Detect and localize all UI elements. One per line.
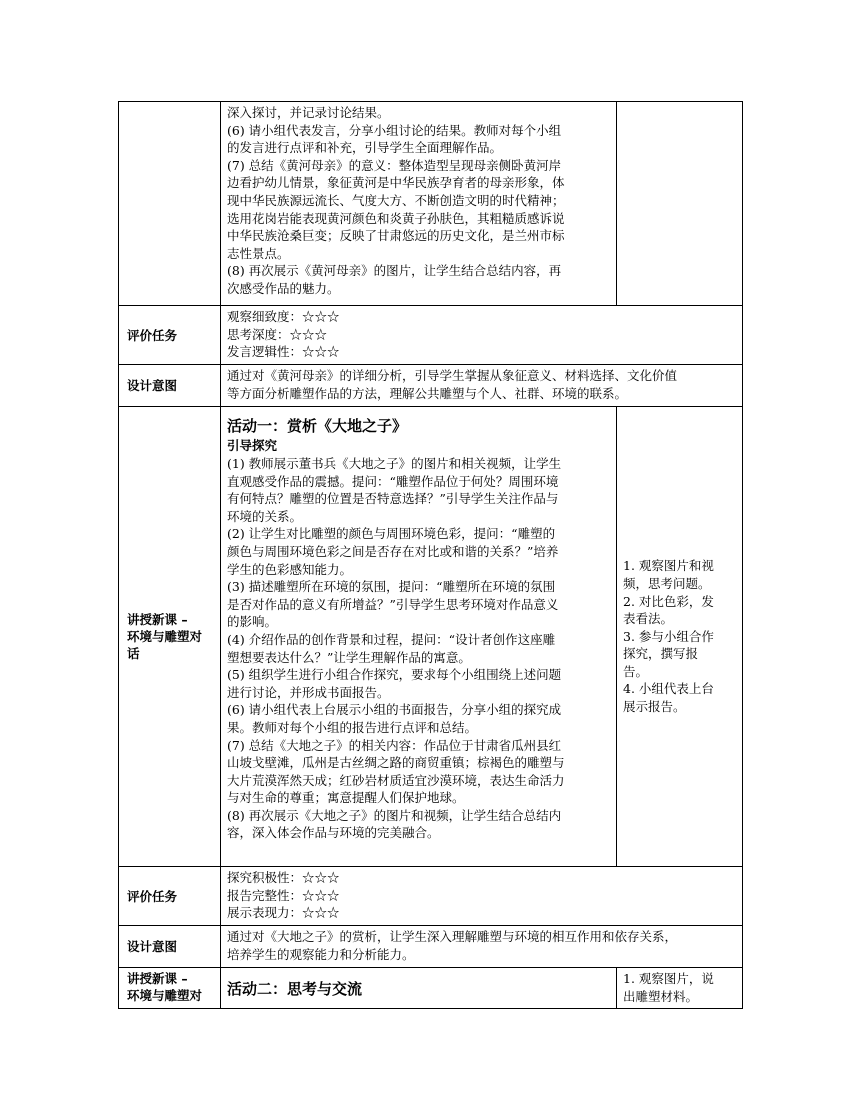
student-activity-cell: [617, 968, 743, 1009]
row-label: [119, 407, 221, 867]
text-line: 通过对《黄河母亲》的详细分析，引导学生掌握从象征意义、材料选择、文化价值: [227, 368, 678, 383]
text-line: (2) 让学生对比雕塑的颜色与周围环境色彩，提问：“雕塑的: [227, 526, 556, 542]
text-line: 表看法。: [623, 611, 674, 627]
evaluation-cell: [221, 867, 743, 926]
text-line: (3) 描述雕塑所在环境的氛围，提问：“雕塑所在环境的氛围: [227, 579, 556, 595]
table-row: [119, 968, 743, 1009]
text-line: 频，思考问题。: [623, 575, 711, 591]
text-line: 学生的色彩感知能力。: [227, 561, 353, 577]
text-line: 中华民族沧桑巨变；反映了甘肃悠远的历史文化，是兰州市标: [227, 228, 565, 244]
label-line: 话: [127, 646, 140, 661]
table-row: [119, 867, 743, 926]
label-line: 讲授新课 –: [127, 971, 188, 986]
row-label: 设计意图: [119, 365, 221, 407]
table-row: [119, 407, 743, 867]
text-line: 培养学生的观察能力和分析能力。: [227, 946, 415, 962]
text-line: 与对生命的尊重；寓意提醒人们保护地球。: [227, 790, 465, 806]
text-line: 通过对《大地之子》的赏析，让学生深入理解雕塑与环境的相互作用和依存关系，: [227, 929, 678, 944]
text-line: 志性景点。: [227, 245, 290, 261]
label-cell-empty: [119, 102, 221, 306]
text-line: 的发言进行点评和补充，引导学生全面理解作品。: [227, 140, 503, 156]
student-activity-cell: [617, 407, 743, 867]
text-line: 是否对作品的意义有所增益？”引导学生思考环境对作品意义: [227, 596, 559, 612]
text-line: 1. 观察图片和视: [623, 558, 714, 574]
text-line: 展示报告。: [623, 699, 686, 715]
text-line: 探究积极性：☆☆☆: [227, 870, 340, 885]
text-line: 进行讨论，并形成书面报告。: [227, 684, 390, 700]
teaching-content-cell: [221, 102, 617, 306]
text-line: 次感受作品的魅力。: [227, 280, 340, 296]
text-line: 深入探讨，并记录讨论结果。: [227, 105, 390, 120]
text-line: (1) 教师展示董书兵《大地之子》的图片和相关视频，让学生: [227, 456, 562, 471]
label-line: 环境与雕塑对: [127, 629, 203, 644]
text-line: 思考深度：☆☆☆: [227, 326, 328, 342]
text-line: (4) 介绍作品的创作背景和过程，提问：“设计者创作这座雕: [227, 631, 556, 647]
text-line: (7) 总结《黄河母亲》的意义：整体造型呈现母亲侧卧黄河岸: [227, 157, 562, 173]
label-line: 环境与雕塑对: [127, 988, 203, 1003]
text-line: (5) 组织学生进行小组合作探究，要求每个小组围绕上述问题: [227, 667, 562, 683]
text-line: 现中华民族源远流长、气度大方、不断创造文明的时代精神；: [227, 192, 565, 208]
text-line: 探究，撰写报: [623, 646, 699, 662]
design-intent-cell: [221, 926, 743, 968]
text-line: 发言逻辑性：☆☆☆: [227, 344, 340, 360]
row-label: 设计意图: [119, 926, 221, 968]
text-line: 告。: [623, 663, 649, 679]
text-line: 果。教师对每个小组的报告进行点评和总结。: [227, 719, 478, 735]
text-line: 大片荒漠浑然天成；红砂岩材质适宜沙漠环境，表达生命活力: [227, 772, 565, 788]
activity-title: 活动一：赏析《大地之子》: [227, 417, 408, 435]
text-line: 1. 观察图片，说: [623, 971, 714, 986]
text-line: (6) 请小组代表上台展示小组的书面报告，分享小组的探究成: [227, 702, 562, 718]
text-line: 塑想要表达什么？”让学生理解作品的寓意。: [227, 649, 471, 665]
text-line: 出雕塑材料。: [623, 988, 699, 1004]
text-line: 山坡戈壁滩，瓜州是古丝绸之路的商贸重镇；棕褐色的雕塑与: [227, 755, 565, 771]
lesson-plan-table: [118, 101, 743, 1009]
text-line: 4. 小组代表上台: [623, 681, 714, 697]
text-line: 等方面分析雕塑作品的方法，理解公共雕塑与个人、社群、环境的联系。: [227, 385, 628, 401]
text-line: 有何特点？雕塑的位置是否特意选择？”引导学生关注作品与: [227, 491, 559, 507]
text-line: (7) 总结《大地之子》的相关内容：作品位于甘肃省瓜州县红: [227, 737, 562, 753]
text-line: (6) 请小组代表发言，分享小组讨论的结果。教师对每个小组: [227, 122, 562, 138]
text-line: 直观感受作品的震撼。提问：“雕塑作品位于何处？周围环境: [227, 473, 559, 489]
table-row: [119, 306, 743, 365]
teaching-content-cell: [221, 968, 617, 1009]
text-line: 2. 对比色彩，发: [623, 593, 714, 609]
row-label: 评价任务: [119, 306, 221, 365]
text-line: 选用花岗岩能表现黄河颜色和炎黄子孙肤色，其粗糙质感诉说: [227, 210, 565, 226]
student-activity-cell-empty: [617, 102, 743, 306]
text-line: 环境的关系。: [227, 508, 303, 524]
row-label: 评价任务: [119, 867, 221, 926]
text-line: 的影响。: [227, 614, 278, 630]
label-line: 讲授新课 –: [127, 612, 188, 627]
text-line: (8) 再次展示《大地之子》的图片和视频，让学生结合总结内: [227, 807, 562, 823]
text-line: 观察细致度：☆☆☆: [227, 309, 340, 324]
section-subtitle: 引导探究: [227, 438, 278, 453]
text-line: 容，深入体会作品与环境的完美融合。: [227, 825, 440, 841]
text-line: 边看护幼儿情景，象征黄河是中华民族孕育者的母亲形象，体: [227, 175, 565, 191]
text-line: 颜色与周围环境色彩之间是否存在对比或和谐的关系？”培养: [227, 543, 559, 559]
text-line: 3. 参与小组合作: [623, 628, 714, 644]
table-row: [119, 365, 743, 407]
text-line: (8) 再次展示《黄河母亲》的图片，让学生结合总结内容，再: [227, 263, 562, 279]
evaluation-cell: [221, 306, 743, 365]
text-line: 展示表现力：☆☆☆: [227, 905, 340, 921]
table-row: [119, 926, 743, 968]
teaching-content-cell: [221, 407, 617, 867]
activity-title: 活动二：思考与交流: [227, 980, 363, 998]
row-label: [119, 968, 221, 1009]
text-line: 报告完整性：☆☆☆: [227, 887, 340, 903]
design-intent-cell: [221, 365, 743, 407]
table-row: [119, 102, 743, 306]
